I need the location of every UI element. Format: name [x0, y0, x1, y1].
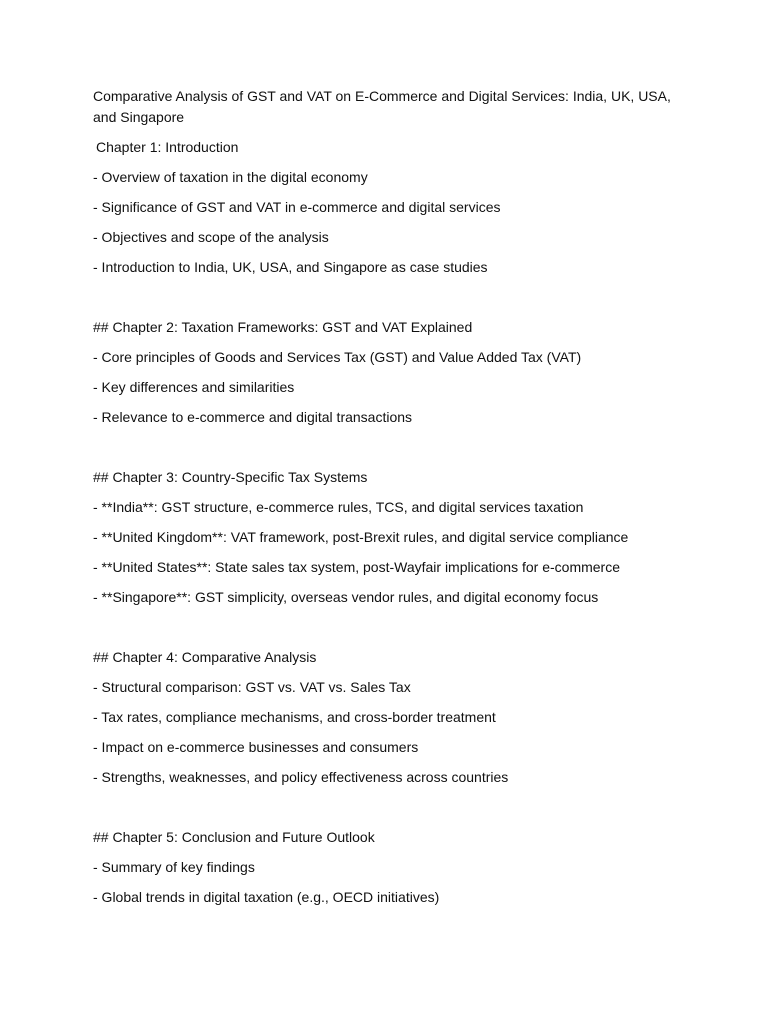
chapter2-item: - Core principles of Goods and Services Tax (GST) and Value Added Tax (VAT) [93, 349, 582, 365]
chapter4-item: - Tax rates, compliance mechanisms, and cross-border treatment [93, 709, 496, 725]
chapter2-item: - Relevance to e-commerce and digital transactions [93, 409, 413, 425]
section-spacer [93, 617, 683, 647]
chapter5-item: - Global trends in digital taxation (e.g., OECD initiatives) [93, 889, 440, 905]
chapter2-heading: ## Chapter 2: Taxation Frameworks: GST and VAT Explained [93, 319, 473, 335]
chapter3-item: - **India**: GST structure, e-commerce rules, TCS, and digital services taxation [93, 499, 584, 515]
document-content [93, 86, 683, 917]
chapter3-heading: ## Chapter 3: Country-Specific Tax Systems [93, 469, 368, 485]
chapter1-item: - Significance of GST and VAT in e-commerce and digital services [93, 199, 501, 215]
section-spacer [93, 797, 683, 827]
chapter4-heading: ## Chapter 4: Comparative Analysis [93, 649, 317, 665]
chapter4-item: - Structural comparison: GST vs. VAT vs. Sales Tax [93, 679, 411, 695]
chapter1-item: - Introduction to India, UK, USA, and Singapore as case studies [93, 259, 488, 275]
chapter5-item: - Summary of key findings [93, 859, 255, 875]
chapter3-item: - **United States**: State sales tax system, post-Wayfair implications for e-commerce [93, 559, 620, 575]
chapter2-item: - Key differences and similarities [93, 379, 295, 395]
chapter4-item: - Strengths, weaknesses, and policy effectiveness across countries [93, 769, 509, 785]
chapter1-heading: Chapter 1: Introduction [96, 139, 239, 155]
chapter1-item: - Objectives and scope of the analysis [93, 229, 329, 245]
section-spacer [93, 287, 683, 317]
chapter3-item: - **United Kingdom**: VAT framework, post-Brexit rules, and digital service compliance [93, 529, 629, 545]
chapter3-item: - **Singapore**: GST simplicity, overseas vendor rules, and digital economy focus [93, 589, 599, 605]
chapter4-item: - Impact on e-commerce businesses and consumers [93, 739, 419, 755]
section-spacer [93, 437, 683, 467]
document-title: Comparative Analysis of GST and VAT on E-Commerce and Digital Services: India, UK, USA, and Singapore [93, 88, 671, 125]
chapter5-heading: ## Chapter 5: Conclusion and Future Outlook [93, 829, 375, 845]
chapter1-item: - Overview of taxation in the digital economy [93, 169, 368, 185]
